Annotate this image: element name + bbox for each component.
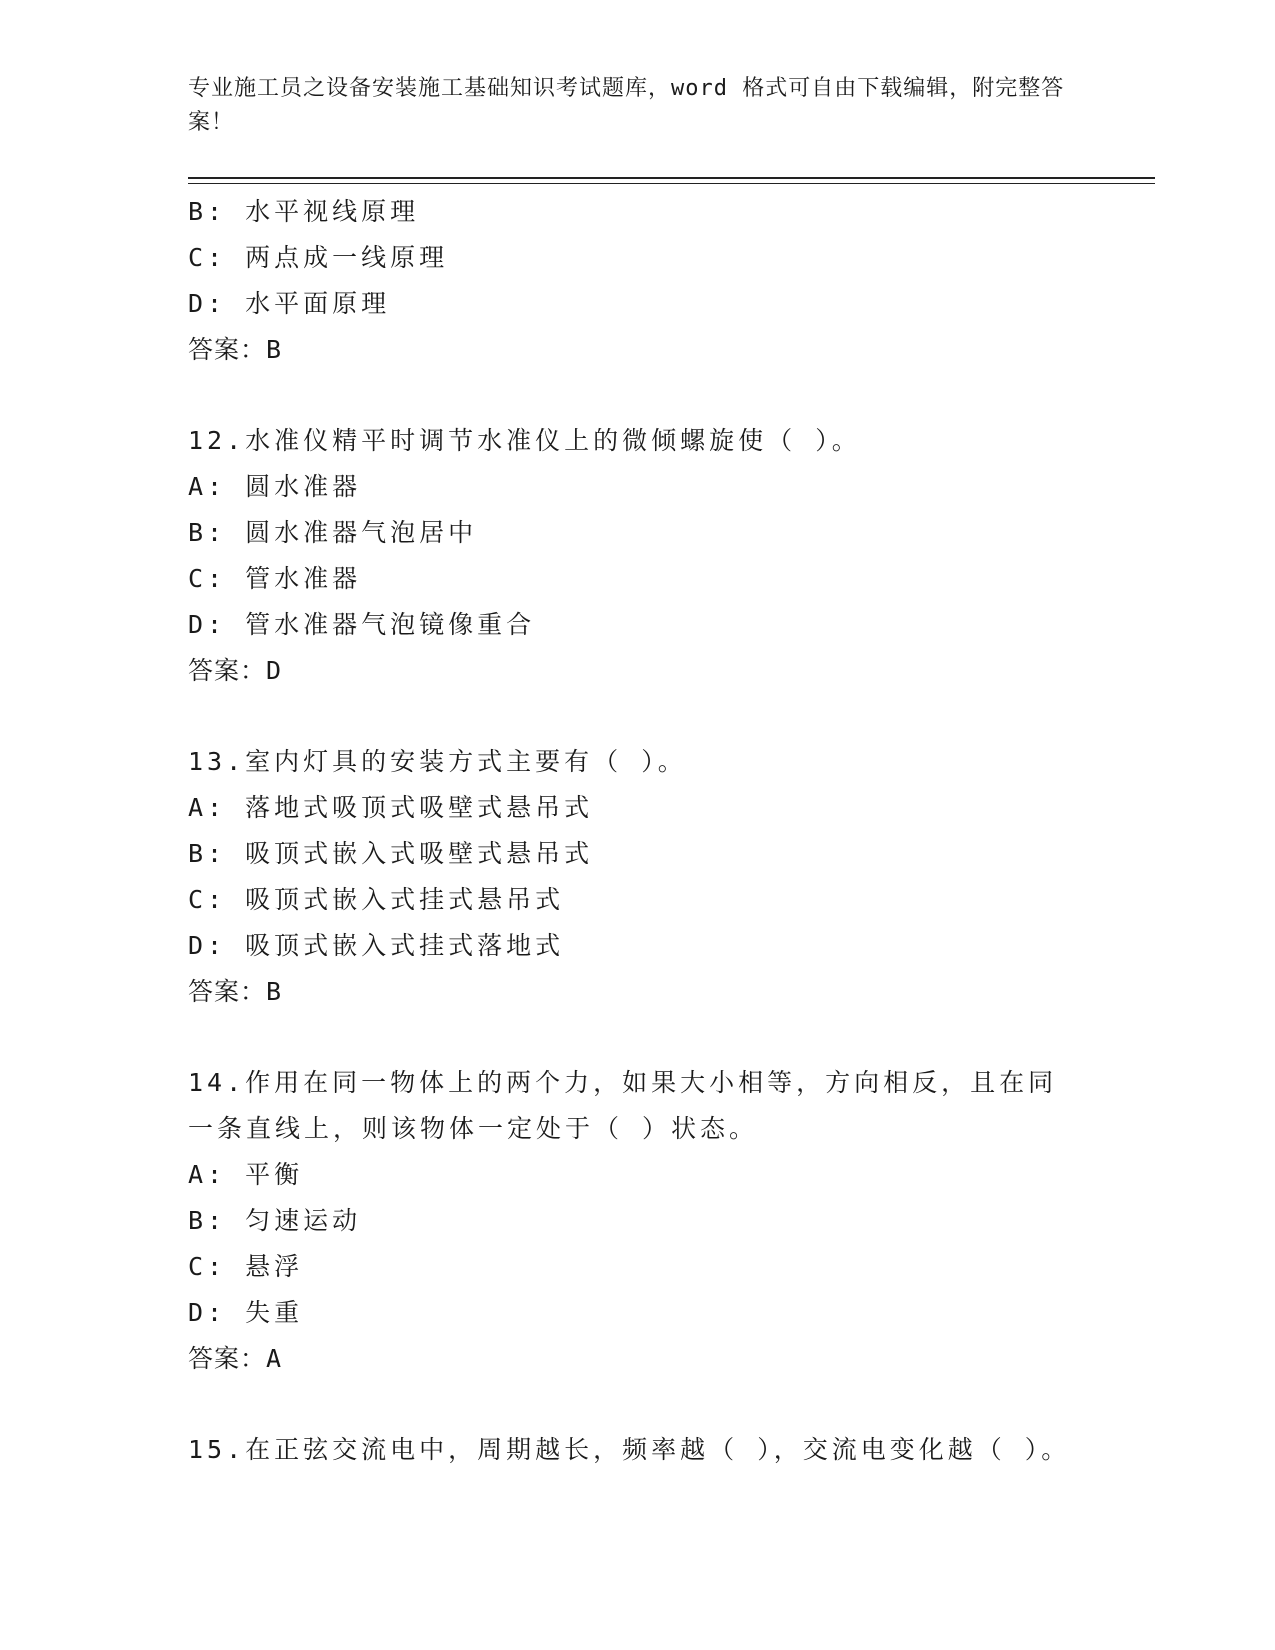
option-d: D: 水平面原理 (188, 289, 391, 318)
option-c: C: 悬浮 (188, 1252, 304, 1281)
option-a: A: 圆水准器 (188, 472, 362, 501)
answer-line: 答案：A (188, 1344, 283, 1373)
option-b: B: 匀速运动 (188, 1206, 362, 1235)
answer-line: 答案：B (188, 977, 283, 1006)
question-11-continued (188, 189, 1088, 373)
option-a: A: 平衡 (188, 1160, 304, 1189)
question-13 (188, 739, 1088, 1015)
question-15 (188, 1427, 1088, 1473)
question-14 (188, 1060, 1088, 1382)
option-d: D: 管水准器气泡镜像重合 (188, 610, 536, 639)
option-b: B: 吸顶式嵌入式吸壁式悬吊式 (188, 839, 594, 868)
option-c: C: 管水准器 (188, 564, 362, 593)
answer-line: 答案：D (188, 656, 283, 685)
question-text: 14.作用在同一物体上的两个力，如果大小相等，方向相反，且在同一条直线上，则该物体一定处于（ ）状态。 (188, 1068, 1058, 1143)
header-divider-thin (188, 183, 1155, 184)
question-list (188, 189, 1088, 1473)
question-text: 12.水准仪精平时调节水准仪上的微倾螺旋使（ ）。 (188, 426, 861, 455)
question-text: 13.室内灯具的安装方式主要有（ ）。 (188, 747, 687, 776)
option-a: A: 落地式吸顶式吸壁式悬吊式 (188, 793, 594, 822)
option-b: B: 水平视线原理 (188, 197, 420, 226)
option-c: C: 两点成一线原理 (188, 243, 449, 272)
header-divider-thick (188, 177, 1155, 179)
option-d: D: 失重 (188, 1298, 304, 1327)
question-text: 15.在正弦交流电中，周期越长，频率越（ ），交流电变化越（ ）。 (188, 1435, 1071, 1464)
answer-line: 答案：B (188, 335, 283, 364)
page-header: 专业施工员之设备安装施工基础知识考试题库，word 格式可自由下载编辑，附完整答案！ (188, 76, 1065, 135)
option-c: C: 吸顶式嵌入式挂式悬吊式 (188, 885, 565, 914)
option-b: B: 圆水准器气泡居中 (188, 518, 478, 547)
option-d: D: 吸顶式嵌入式挂式落地式 (188, 931, 565, 960)
question-12 (188, 418, 1088, 694)
